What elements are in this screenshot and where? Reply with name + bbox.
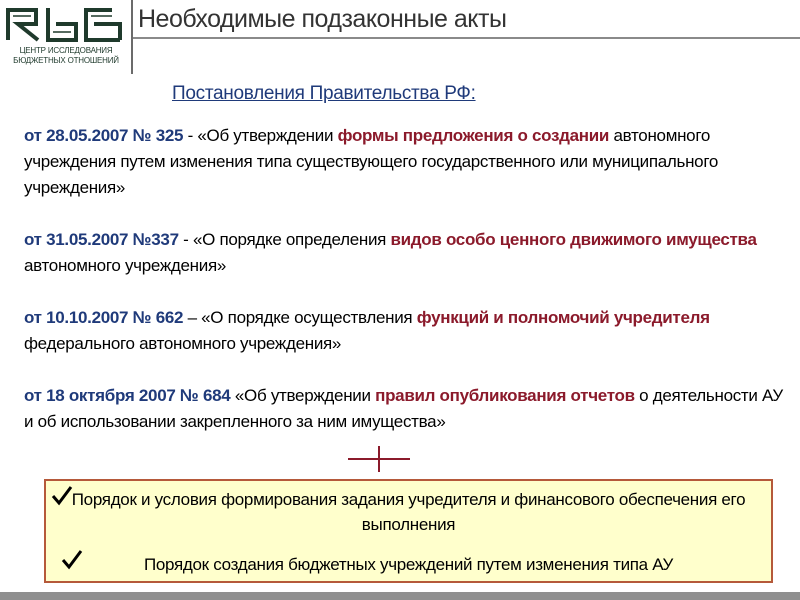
act-text-pre: - «Об утверждении [183, 126, 338, 145]
act-reference: от 18 октября 2007 № 684 [24, 386, 231, 405]
page-title: Необходимые подзаконные акты [138, 5, 507, 33]
header-horizontal-divider [133, 37, 800, 39]
act-text-post: о деятельности АУ и об использовании закрепленного за ним имущества» [24, 386, 783, 431]
act-text-post: федерального автономного учреждения» [24, 334, 342, 353]
act-reference: от 28.05.2007 № 325 [24, 126, 184, 145]
act-item [24, 305, 790, 357]
act-highlight: видов особо ценного движимого имущества [390, 230, 757, 249]
act-text-pre: – «О порядке осуществления [183, 308, 417, 327]
cross-separator-icon [348, 446, 410, 472]
summary-item: Порядок и условия формирования задания учредителя и финансового обеспечения его выполнения [71, 490, 746, 534]
acts-list [24, 123, 790, 435]
logo [4, 4, 128, 68]
logo-caption-line1: ЦЕНТР ИССЛЕДОВАНИЯ [19, 46, 113, 55]
act-item [24, 123, 790, 201]
act-reference: от 31.05.2007 №337 [24, 230, 179, 249]
logo-caption [4, 46, 128, 66]
act-item [24, 383, 790, 435]
footer-bar [0, 592, 800, 600]
rbo-logo-icon [4, 4, 128, 44]
act-highlight: правил опубликования отчетов [375, 386, 635, 405]
act-item [24, 227, 790, 279]
summary-box [44, 479, 773, 583]
act-text-post: автономного учреждения» [24, 256, 227, 275]
act-reference: от 10.10.2007 № 662 [24, 308, 184, 327]
act-highlight: формы предложения о создании [337, 126, 610, 145]
summary-item: Порядок создания бюджетных учреждений путем изменения типа АУ [143, 555, 674, 574]
act-highlight: функций и полномочий учредителя [416, 308, 710, 327]
act-text-pre: «Об утверждении [230, 386, 376, 405]
section-subtitle: Постановления Правительства РФ: [172, 83, 476, 104]
logo-caption-line2: БЮДЖЕТНЫХ ОТНОШЕНИЙ [13, 56, 119, 65]
act-text-post: автономного учреждения путем изменения типа существующего государственного или муниципального учреждения» [24, 126, 719, 197]
act-text-pre: - «О порядке определения [178, 230, 391, 249]
